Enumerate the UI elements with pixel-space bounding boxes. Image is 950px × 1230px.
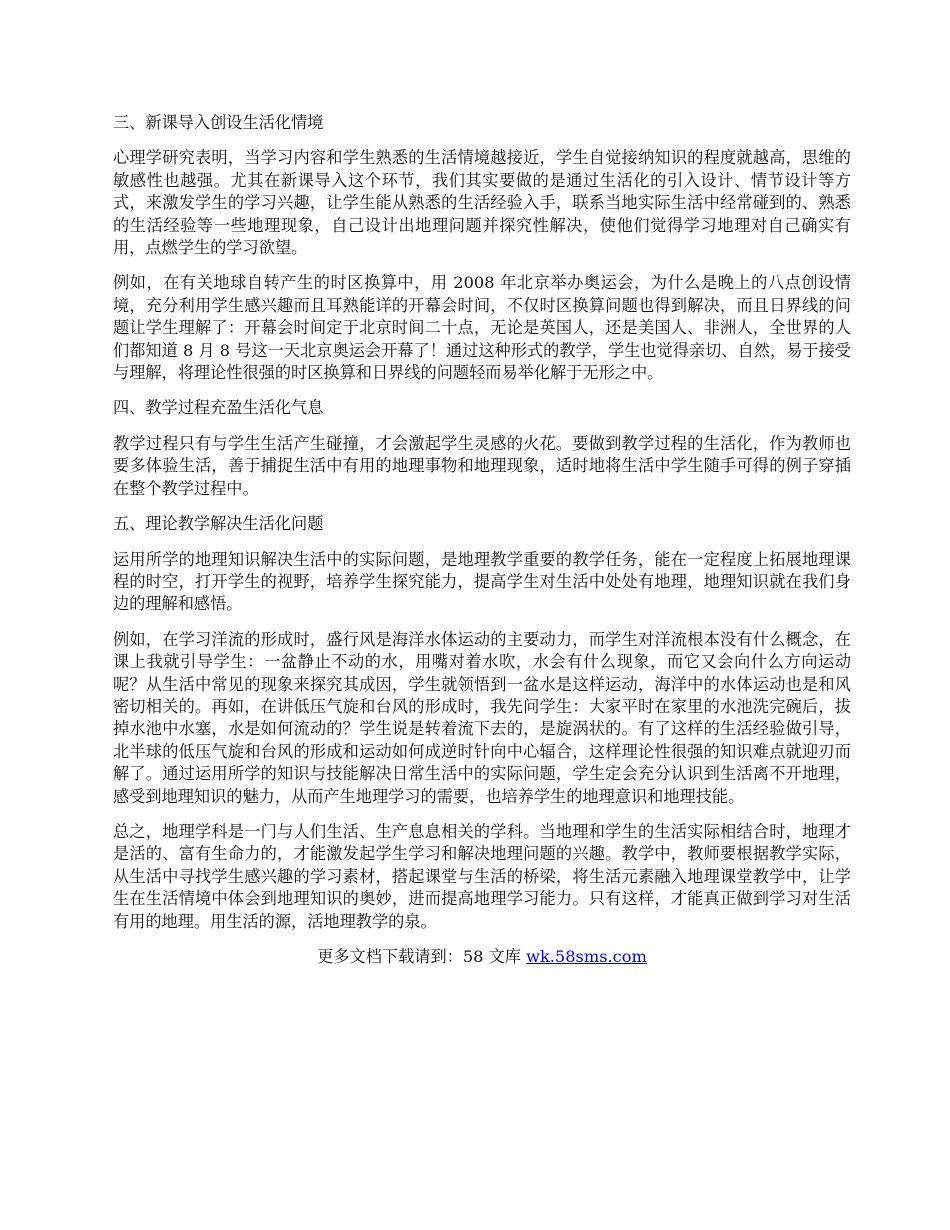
paragraph-apply-knowledge: 运用所学的地理知识解决生活中的实际问题，是地理教学重要的教学任务，能在一定程度上拓展地理课程的时空，打开学生的视野，培养学生探究能力，提高学生对生活中处处有地理，地理知识就在我们身边的理解和感悟。	[113, 549, 851, 614]
document-body	[113, 112, 851, 968]
paragraph-time-zone-example: 例如，在有关地球自转产生的时区换算中，用 2008 年北京举办奥运会，为什么是晚上的八点创设情境，充分利用学生感兴趣而且耳熟能详的开幕会时间，不仅时区换算问题也得到解决，而且日界线的问题让学生理解了：开幕会时间定于北京时间二十点，无论是英国人，还是美国人、非洲人，全世界的人们都知道 8 月 8 号这一天北京奥运会开幕了！通过这种形式的教学，学生也觉得亲切、自然，易于接受与理解，将理论性很强的时区换算和日界线的问题轻而易举化解于无形之中。	[113, 273, 851, 383]
section-heading-new-lesson: 三、新课导入创设生活化情境	[113, 113, 324, 132]
paragraph-conclusion: 总之，地理学科是一门与人们生活、生产息息相关的学科。当地理和学生的生活实际相结合时，地理才是活的、富有生命力的，才能激发起学生学习和解决地理问题的兴趣。教学中，教师要根据教学实际，从生活中寻找学生感兴趣的学习素材，搭起课堂与生活的桥梁，将生活元素融入地理课堂教学中，让学生在生活情境中体会到地理知识的奥妙，进而提高地理学习能力。只有这样，才能真正做到学习对生活有用的地理。用生活的源，活地理教学的泉。	[113, 821, 851, 931]
footer-site-link[interactable]: wk.58sms.com	[526, 947, 647, 966]
paragraph-psychology-research: 心理学研究表明，当学习内容和学生熟悉的生活情境越接近，学生自觉接纳知识的程度就越高，思维的敏感性也越强。尤其在新课导入这个环节，我们其实要做的是通过生活化的引入设计、情节设计等方式，来激发学生的学习兴趣，让学生能从熟悉的生活经验入手，联系当地实际生活中经常碰到的、熟悉的生活经验等一些地理现象，自己设计出地理问题并探究性解决，使他们觉得学习地理对自己确实有用，点燃学生的学习欲望。	[113, 148, 851, 258]
footer-prefix: 更多文档下载请到：58 文库	[317, 947, 527, 966]
paragraph-ocean-current-example: 例如，在学习洋流的形成时，盛行风是海洋水体运动的主要动力，而学生对洋流根本没有什么概念，在课上我就引导学生：一盆静止不动的水，用嘴对着水吹，水会有什么现象，而它又会向什么方向运动呢？从生活中常见的现象来探究其成因，学生就领悟到一盆水是这样运动，海洋中的水体运动也是和风密切相关的。再如，在讲低压气旋和台风的形成时，我先问学生：大家平时在家里的水池洗完碗后，拔掉水池中水塞，水是如何流动的？学生说是转着流下去的，是旋涡状的。有了这样的生活经验做引导，北半球的低压气旋和台风的形成和运动如何成逆时针向中心辐合，这样理论性很强的知识难点就迎刃而解了。通过运用所学的知识与技能解决日常生活中的实际问题，学生定会充分认识到生活离不开地理，感受到地理知识的魅力，从而产生地理学习的需要，也培养学生的地理意识和地理技能。	[113, 629, 851, 806]
section-heading-theory-teaching: 五、理论教学解决生活化问题	[113, 514, 324, 534]
paragraph-teaching-process: 教学过程只有与学生生活产生碰撞，才会激起学生灵感的火花。要做到教学过程的生活化，作为教师也要多体验生活，善于捕捉生活中有用的地理事物和地理现象，适时地将生活中学生随手可得的例子穿插在整个教学过程中。	[113, 433, 851, 498]
footer-download-note	[113, 946, 851, 968]
section-heading-teaching-process: 四、教学过程充盈生活化气息	[113, 398, 324, 418]
